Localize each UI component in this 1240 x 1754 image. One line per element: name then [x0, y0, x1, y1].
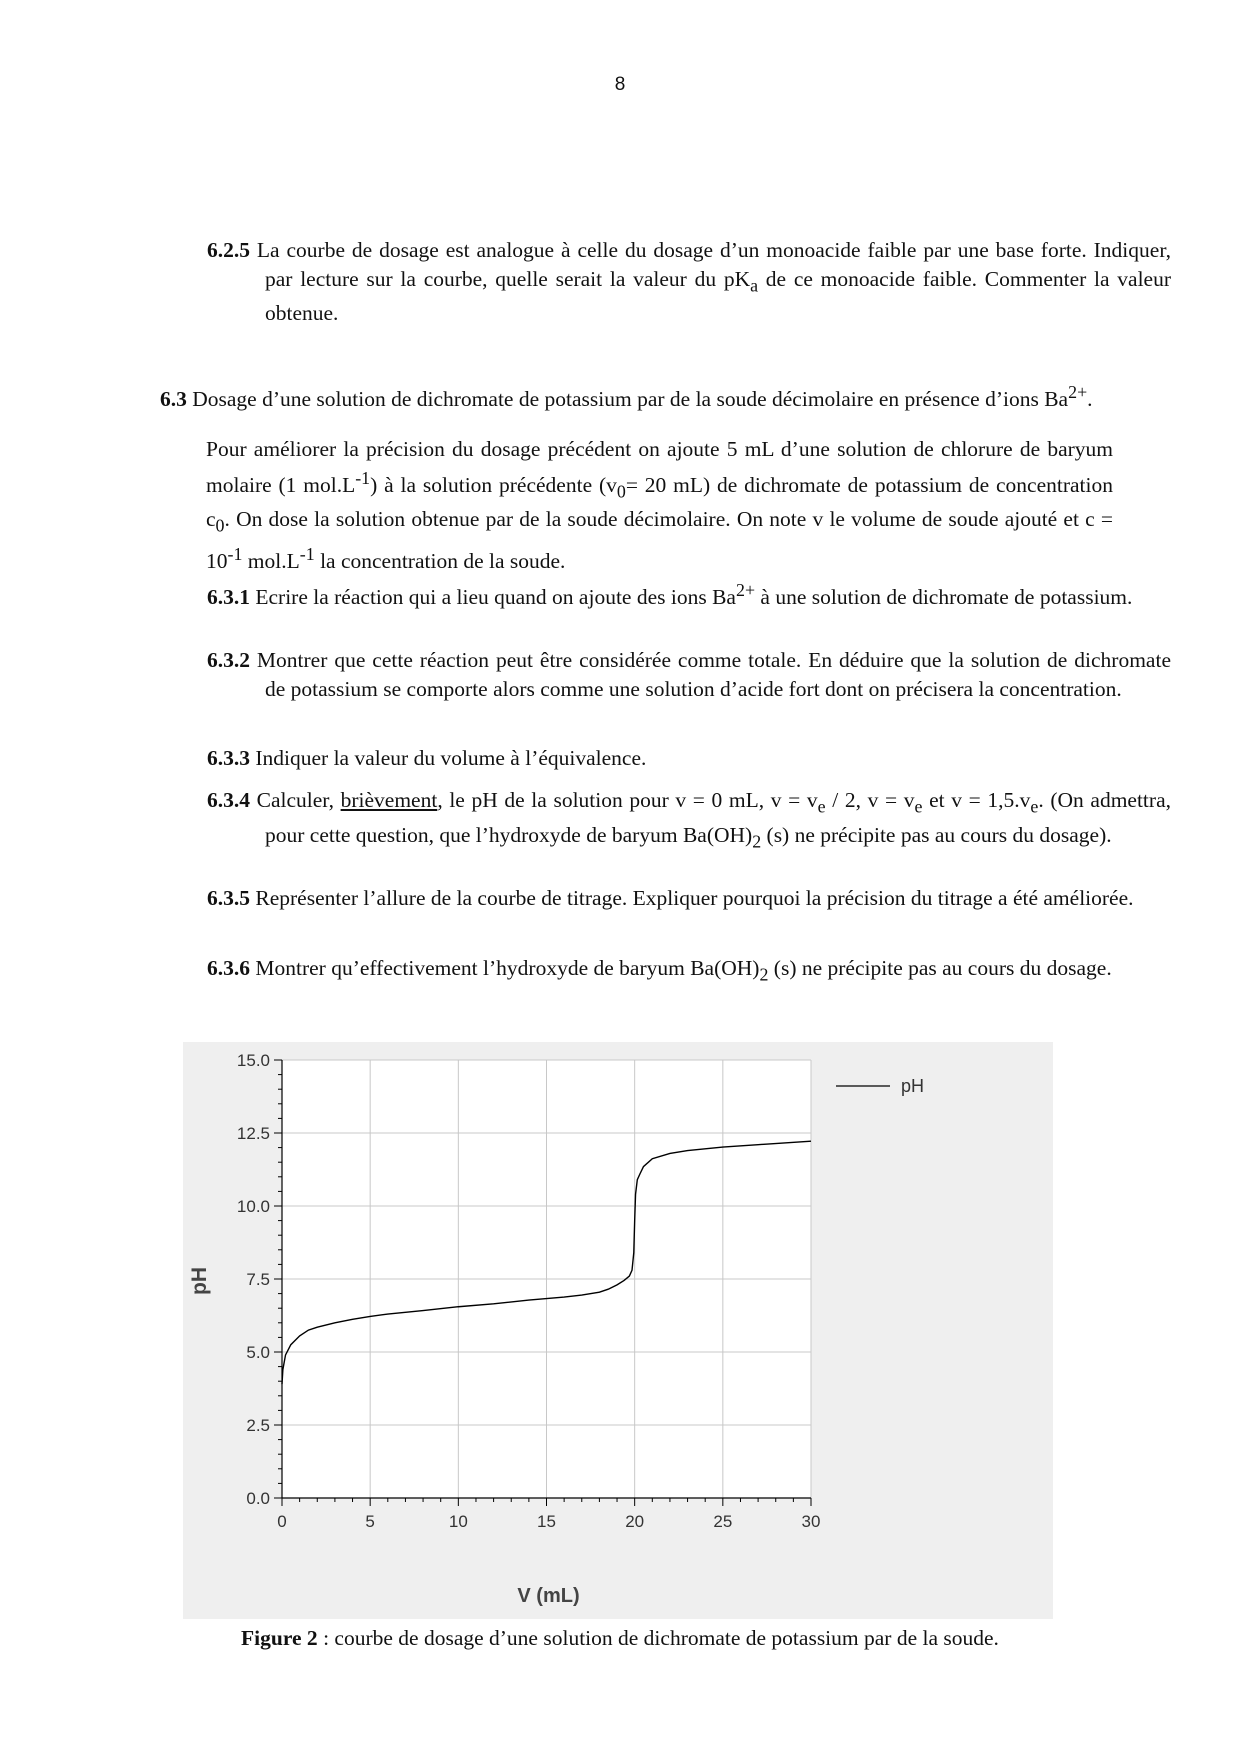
superscript: -1 [227, 544, 243, 565]
subscript: e [817, 796, 826, 817]
question-6-3-3 [207, 744, 1171, 773]
paragraph-text: = 20 mL) de dichromate de potassium de concentration c [206, 472, 1113, 532]
y-tick-label: 15.0 [236, 1051, 270, 1070]
subscript: 0 [616, 480, 626, 501]
subscript: e [914, 796, 923, 817]
caption-label: Figure 2 [241, 1626, 318, 1650]
section-6-3-body [206, 435, 1113, 576]
superscript: -1 [355, 467, 371, 488]
question-text: . (On admettra, pour cette question, que l’hydroxyde de baryum Ba(OH) [265, 788, 1171, 847]
titration-curve-plot [183, 1042, 1053, 1619]
x-axis-label: V (mL) [517, 1585, 580, 1607]
question-text: à une solution de dichromate de potassium. [755, 585, 1133, 610]
question-text: (s) ne précipite pas au cours du dosage). [761, 822, 1112, 847]
x-tick-label: 20 [625, 1512, 645, 1531]
underlined-word: brièvement [340, 788, 438, 812]
question-text: Montrer qu’effectivement l’hydroxyde de baryum Ba(OH) [250, 956, 760, 980]
heading-text: Dosage d’une solution de dichromate de potassium par de la soude décimolaire en présence d’ions Ba [186, 387, 1069, 412]
question-number: 6.3.4 [207, 788, 250, 812]
subscript: a [750, 274, 759, 295]
question-6-3-2 [207, 646, 1171, 703]
x-tick-label: 0 [277, 1512, 287, 1531]
subscript: e [1030, 796, 1039, 817]
question-text: Calculer, [250, 788, 341, 812]
x-tick-label: 5 [365, 1512, 375, 1531]
x-tick-label: 15 [537, 1512, 556, 1531]
page-number: 8 [614, 74, 626, 95]
paragraph-text: La courbe de dosage est analogue à celle du dosage d’un monoacide faible par une base forte. Indiquer, par lecture sur la courbe, quelle serait la valeur du pK [250, 238, 1171, 291]
legend-label: pH [901, 1076, 925, 1096]
y-tick-label: 7.5 [246, 1270, 270, 1289]
section-6-3-heading [160, 378, 1159, 414]
section-6-2-5 [207, 236, 1171, 328]
y-tick-label: 12.5 [236, 1124, 270, 1143]
superscript: 2+ [735, 580, 756, 600]
question-6-3-5 [207, 884, 1171, 913]
x-tick-label: 25 [713, 1512, 733, 1531]
question-text: Montrer que cette réaction peut être considérée comme totale. En déduire que la solution de dichromate de potassium se comporte alors comme une solution d’acide fort dont on précisera la concentration. [250, 648, 1171, 701]
paragraph-text: . On dose la solution obtenue par de la soude décimolaire. On note v le volume de soude ajouté et c = 10 [206, 507, 1113, 574]
question-6-3-4 [207, 786, 1171, 856]
question-text: Ecrire la réaction qui a lieu quand on ajoute des ions Ba [250, 585, 736, 610]
paragraph-text: Pour améliorer la précision du dosage précédent on ajoute 5 mL d’une solution de chlorure de baryum molaire (1 mol.L [206, 437, 1113, 497]
caption-text: : courbe de dosage d’une solution de dichromate de potassium par de la soude. [317, 1626, 999, 1650]
question-text: et v = 1,5.v [922, 788, 1031, 812]
section-number: 6.2.5 [207, 238, 250, 262]
y-tick-label: 10.0 [236, 1197, 270, 1216]
question-text: (s) ne précipite pas au cours du dosage. [768, 956, 1112, 980]
figure-caption [0, 1624, 1240, 1652]
heading-text: . [1087, 387, 1093, 412]
question-text: Indiquer la valeur du volume à l’équivalence. [250, 746, 647, 770]
superscript: -1 [299, 544, 315, 565]
y-tick-label: 5.0 [246, 1343, 270, 1362]
paragraph-text: de ce monoacide faible. Commenter la valeur obtenue. [265, 266, 1172, 326]
section-number: 6.3 [160, 387, 187, 412]
question-number: 6.3.6 [207, 956, 250, 980]
paragraph-text: mol.L [242, 549, 300, 574]
question-text: , le pH de la solution pour v = 0 mL, v = v [437, 788, 818, 812]
question-number: 6.3.2 [207, 648, 250, 672]
subscript: 2 [759, 964, 769, 985]
question-number: 6.3.5 [207, 886, 250, 910]
question-text: / 2, v = v [825, 788, 915, 812]
x-tick-label: 30 [801, 1512, 821, 1531]
question-text: Représenter l’allure de la courbe de titrage. Expliquer pourquoi la précision du titrage a été améliorée. [250, 886, 1134, 910]
question-number: 6.3.3 [207, 746, 250, 770]
subscript: 0 [215, 515, 225, 536]
paragraph-text: ) à la solution précédente (v [370, 472, 617, 497]
subscript: 2 [752, 831, 762, 852]
y-tick-label: 0.0 [246, 1489, 270, 1508]
y-axis-label: pH [188, 1267, 211, 1295]
paragraph-text: la concentration de la soude. [314, 549, 566, 574]
question-6-3-1 [207, 576, 1171, 612]
legend [836, 1076, 924, 1096]
question-number: 6.3.1 [207, 585, 250, 610]
x-tick-label: 10 [448, 1512, 468, 1531]
question-6-3-6 [207, 954, 1171, 989]
y-tick-label: 2.5 [246, 1416, 270, 1435]
figure-2-chart [183, 1042, 1053, 1619]
superscript: 2+ [1068, 382, 1088, 402]
